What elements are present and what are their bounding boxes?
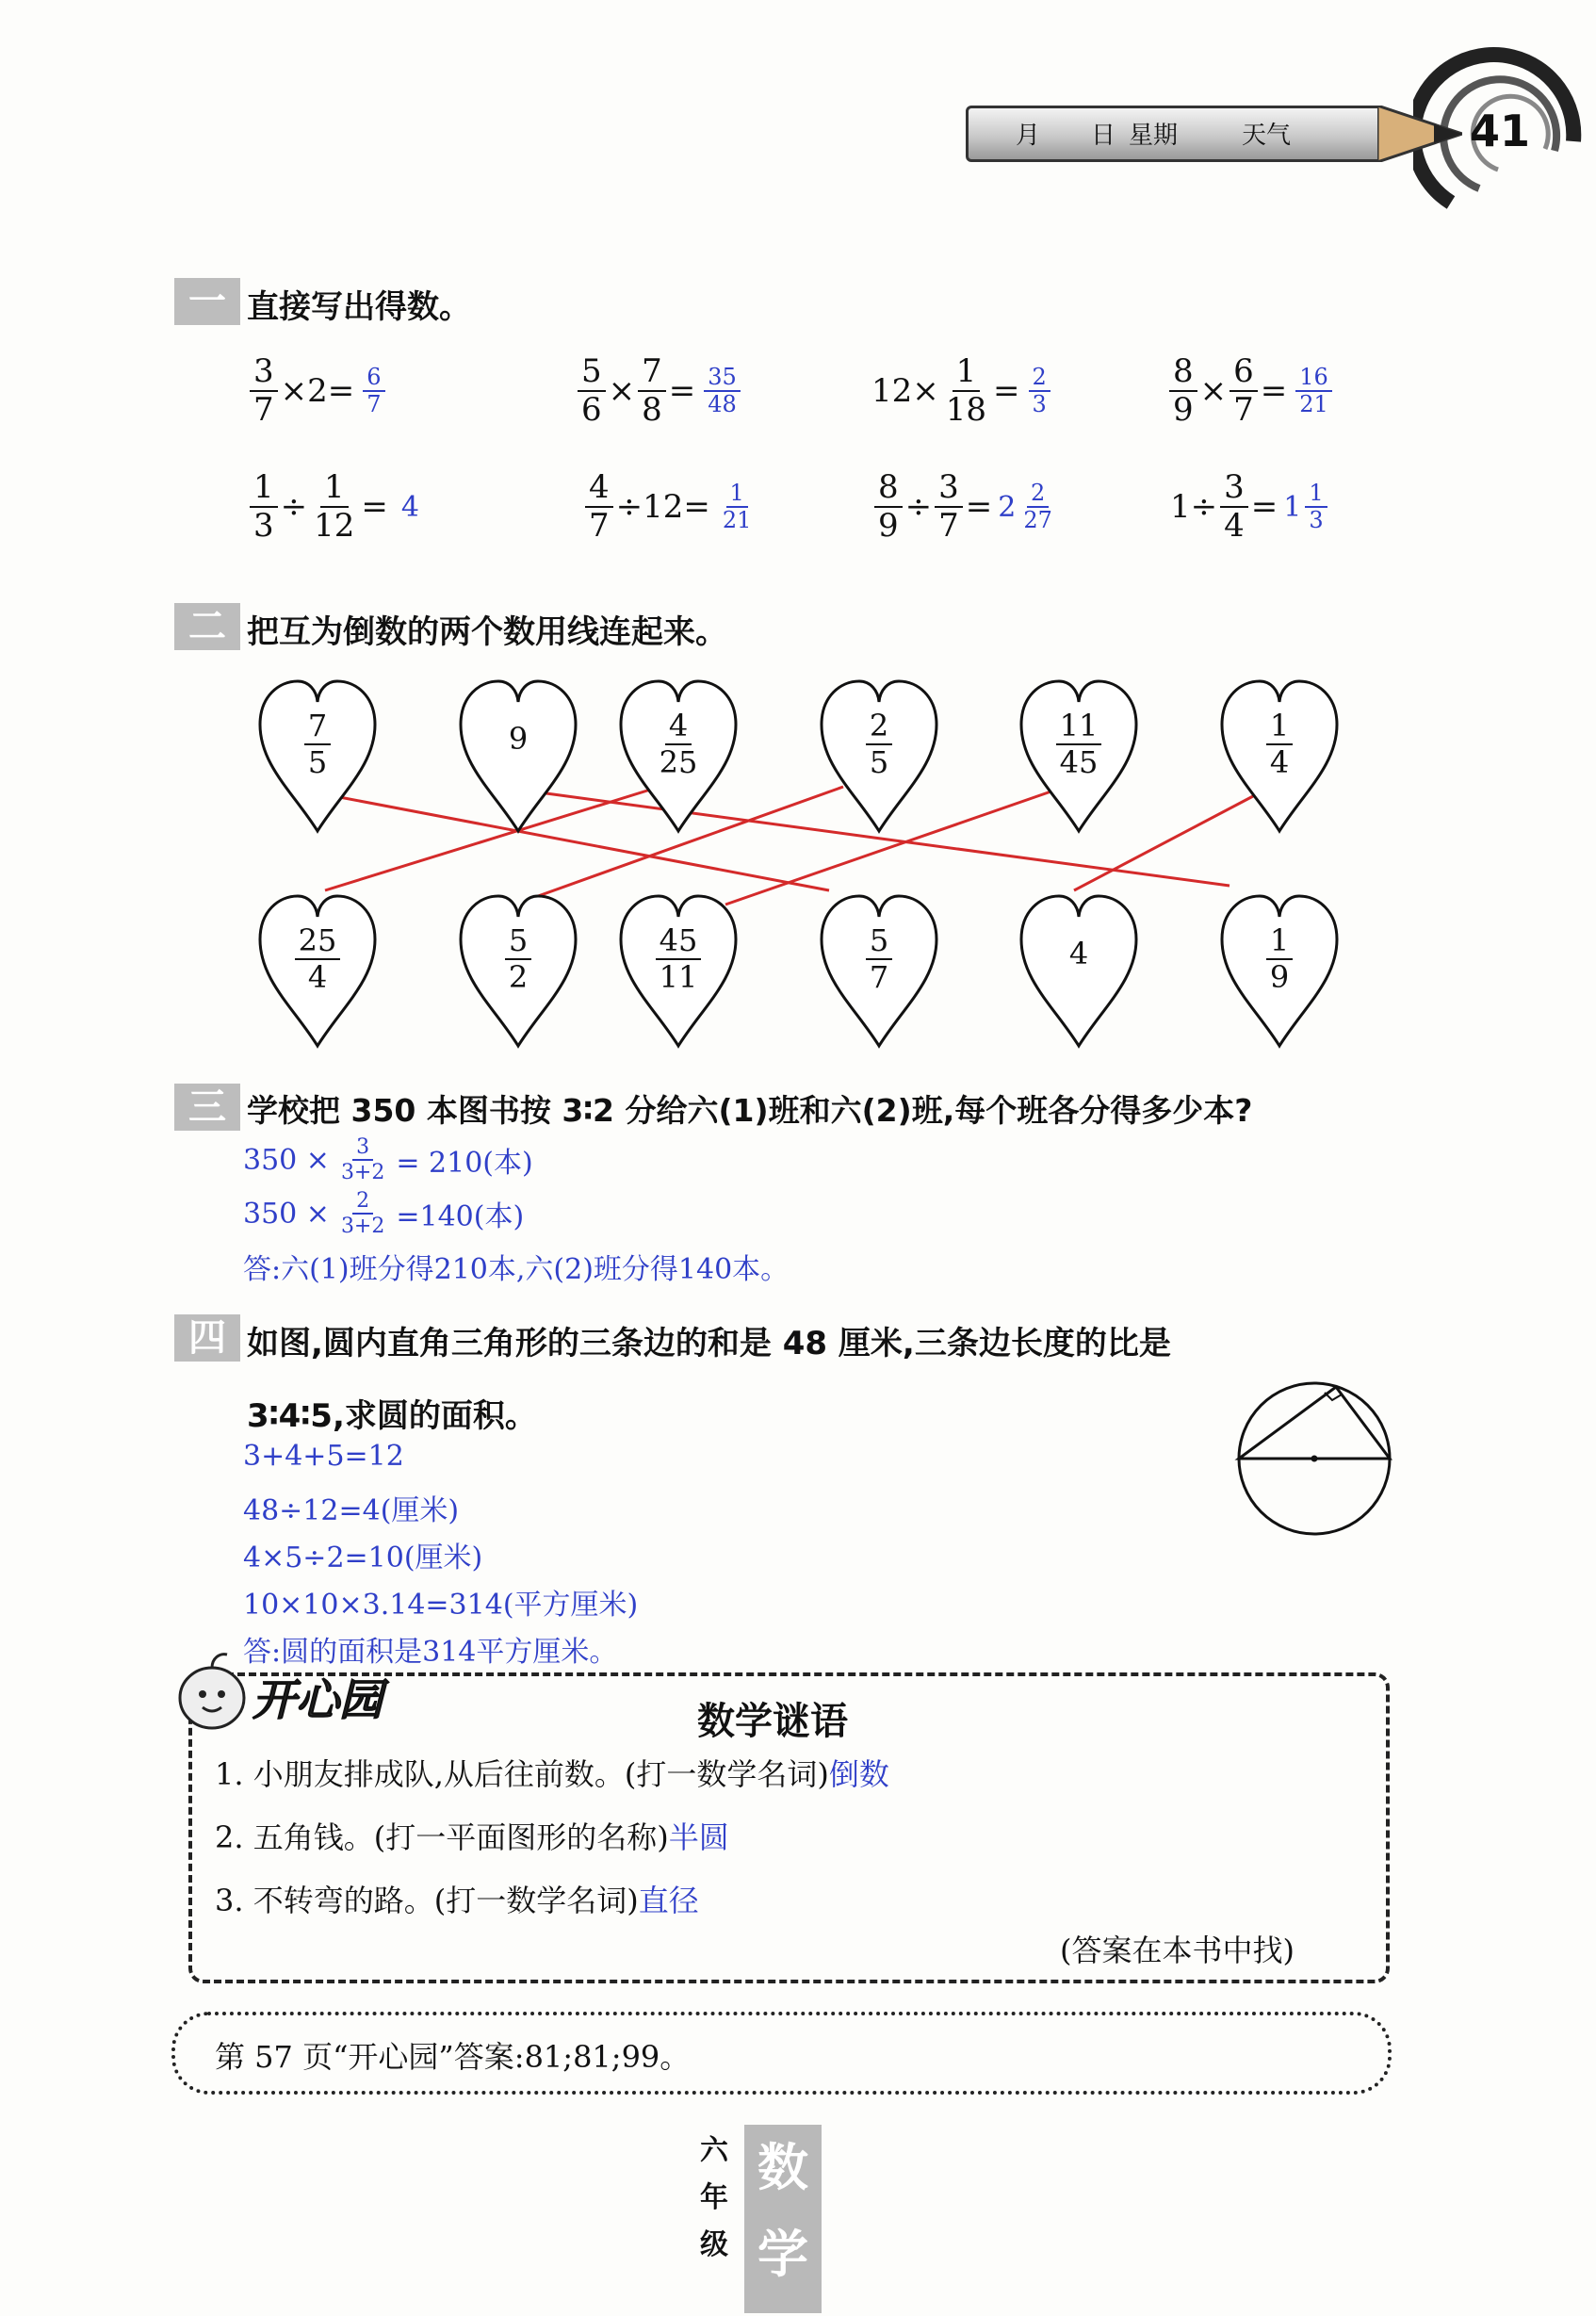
calc-3: 12× $\frac{1}{18}$ = $\frac{2}{3}$: [871, 353, 1053, 429]
fun-logo: 开心园: [252, 1674, 383, 1725]
heart-top-4[interactable]: $\frac{2}{5}$: [818, 676, 940, 836]
calc-7: $\frac{8}{9}$ ÷ $\frac{3}{7}$ = 2 $\frac{2}{27}$: [871, 469, 1059, 545]
calc-2: $\frac{5}{6}$ × $\frac{7}{8}$ = $\frac{35}{48}$: [575, 353, 743, 429]
section-marker-3: 三: [174, 1084, 240, 1131]
page-number: 41: [1470, 106, 1531, 156]
work-line-1: 3+4+5=12: [243, 1440, 404, 1473]
heart-top-6[interactable]: $\frac{1}{4}$: [1218, 676, 1341, 836]
section-marker-2: 二: [174, 603, 240, 650]
riddle-answer-1: 倒数: [828, 1756, 889, 1792]
footer-answer-text: 第 57 页“开心园”答案:81;81;99。: [215, 2039, 691, 2075]
riddle-item-2: 2. 五角钱。(打一平面图形的名称)半圆: [215, 1819, 729, 1855]
section-title-2: 把互为倒数的两个数用线连起来。: [247, 613, 727, 651]
month-label: 月: [1016, 122, 1041, 150]
solution-line-2: 350 × $\frac{2}{3+2}$ =140(本): [243, 1189, 525, 1239]
riddle-item-3: 3. 不转弯的路。(打一数学名词)直径: [215, 1883, 699, 1918]
riddle-heading: 数学谜语: [697, 1700, 848, 1743]
heart-top-5[interactable]: $\frac{11}{45}$: [1018, 676, 1140, 836]
calc-8: 1÷ $\frac{3}{4}$ = 1 $\frac{1}{3}$: [1170, 469, 1330, 545]
section-marker-1: 一: [174, 278, 240, 325]
reciprocal-lines: [0, 0, 1596, 1131]
work-line-3: 4×5÷2=10(厘米): [243, 1541, 483, 1574]
subject-tab: 数 学: [744, 2125, 822, 2313]
section-title-3: 学校把 350 本图书按 3∶2 分给六(1)班和六(2)班,每个班各分得多少本?: [247, 1092, 1253, 1129]
calc-4: $\frac{8}{9}$ × $\frac{6}{7}$ = $\frac{16}{21}$: [1166, 353, 1335, 429]
riddle-answer-2: 半圆: [668, 1819, 729, 1855]
calc-1: $\frac{3}{7}$ ×2= $\frac{6}{7}$: [247, 353, 388, 429]
circle-triangle-figure: [1234, 1376, 1404, 1541]
heart-bottom-3[interactable]: $\frac{45}{11}$: [617, 890, 740, 1051]
apple-mascot-icon: [174, 1649, 250, 1734]
heart-top-1[interactable]: $\frac{7}{5}$: [256, 676, 379, 836]
calc-5: $\frac{1}{3}$ ÷ $\frac{1}{12}$ = 4: [247, 469, 419, 545]
heart-bottom-5[interactable]: 4: [1018, 890, 1140, 1051]
solution-answer-4: 答:圆的面积是314平方厘米。: [243, 1636, 618, 1669]
heart-bottom-2[interactable]: $\frac{5}{2}$: [457, 890, 579, 1051]
riddle-answer-3: 直径: [638, 1883, 699, 1918]
work-line-2: 48÷12=4(厘米): [243, 1494, 460, 1527]
heart-top-3[interactable]: $\frac{4}{25}$: [617, 676, 740, 836]
work-line-4: 10×10×3.14=314(平方厘米): [243, 1589, 639, 1622]
solution-answer-3: 答:六(1)班分得210本,六(2)班分得140本。: [243, 1253, 790, 1286]
riddle-item-1: 1. 小朋友排成队,从后往前数。(打一数学名词)倒数: [215, 1756, 889, 1792]
grade-label: 六 年 级: [700, 2134, 728, 2261]
heart-bottom-6[interactable]: $\frac{1}{9}$: [1218, 890, 1341, 1051]
section-title-4-line2: 3∶4∶5,求圆的面积。: [247, 1397, 537, 1435]
heart-top-2[interactable]: 9: [457, 676, 579, 836]
heart-bottom-1[interactable]: $\frac{25}{4}$: [256, 890, 379, 1051]
riddle-hint: (答案在本书中找): [1060, 1933, 1295, 1968]
heart-bottom-4[interactable]: $\frac{5}{7}$: [818, 890, 940, 1051]
calc-6: $\frac{4}{7}$ ÷12= $\frac{1}{21}$: [582, 469, 757, 545]
weather-label: 天气: [1242, 122, 1292, 150]
section-title-4-line1: 如图,圆内直角三角形的三条边的和是 48 厘米,三条边长度的比是: [247, 1325, 1171, 1362]
day-label: 日: [1091, 122, 1116, 150]
section-marker-4: 四: [174, 1314, 240, 1362]
weekday-label: 星期: [1129, 122, 1179, 150]
solution-line-1: 350 × $\frac{3}{3+2}$ = 210(本): [243, 1135, 533, 1185]
section-title-1: 直接写出得数。: [247, 288, 471, 326]
